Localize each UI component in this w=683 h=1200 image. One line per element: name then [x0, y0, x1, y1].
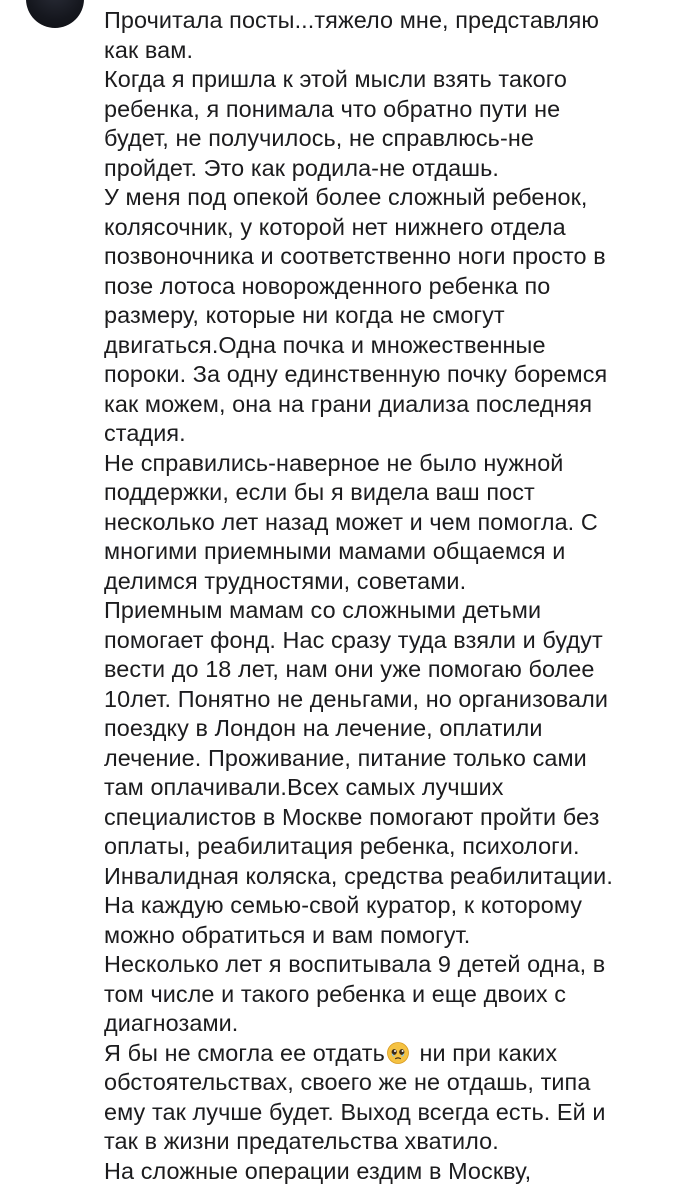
comment-line: многими приемными мамами общаемся и: [104, 538, 566, 564]
comment-line-part: ни при каких: [412, 1039, 558, 1066]
comment-line: 10лет. Понятно не деньгами, но организовали: [104, 685, 609, 712]
comment-line: обстоятельствах, своего же не отдашь, типа: [104, 1069, 591, 1095]
comment-line: ему так лучше будет. Выход всегда есть. Ей и: [104, 1098, 606, 1125]
comment-text: [104, 6, 664, 1186]
comment-line: На сложные операции ездим в Москву,: [104, 1157, 532, 1184]
avatar[interactable]: [26, 0, 84, 28]
comment-line: помогает фонд. Нас сразу туда взяли и будут: [104, 626, 603, 653]
comment-line: лечение. Проживание, питание только сами: [104, 744, 587, 771]
pleading-face-icon: [386, 1041, 410, 1065]
comment-line: стадия.: [104, 420, 186, 446]
comment-line: пороки. За одну единственную почку боремся: [104, 361, 608, 387]
comment-line: как можем, она на грани диализа последняя: [104, 390, 593, 417]
comment-line: Когда я пришла к этой мысли взять такого: [104, 66, 568, 92]
comment-line: двигаться.Одна почка и множественные: [104, 331, 546, 358]
comment-line: будет, не получилось, не справлюсь-не: [104, 125, 534, 151]
comment-line: так в жизни предательства хватило.: [104, 1128, 499, 1154]
comment-line: На каждую семью-свой куратор, к которому: [104, 892, 583, 918]
comment-line: Не справились-наверное не было нужной: [104, 449, 564, 476]
comment-line: пройдет. Это как родила-не отдашь.: [104, 154, 500, 181]
comment-line-with-emoji: [104, 1039, 664, 1069]
comment-line: размеру, которые ни когда не смогут: [104, 302, 505, 328]
comment-line-part: Я бы не смогла ее отдать: [104, 1039, 385, 1066]
comment-line: Приемным мамам со сложными детьми: [104, 597, 542, 623]
comment-line: поддержки, если бы я видела ваш пост: [104, 479, 535, 505]
comment-line: можно обратиться и вам помогут.: [104, 921, 471, 948]
comment-line: позе лотоса новорожденного ребенка по: [104, 272, 551, 299]
comment-line: ребенка, я понимала что обратно пути не: [104, 95, 561, 122]
comment-line: оплаты, реабилитация ребенка, психологи.: [104, 833, 580, 859]
comment-line: там оплачивали.Всех самых лучших: [104, 774, 504, 800]
comment-line: том числе и такого ребенка и еще двоих с: [104, 980, 567, 1007]
comment-line: специалистов в Москве помогают пройти без: [104, 803, 600, 830]
comment-line: поездку в Лондон на лечение, оплатили: [104, 715, 543, 741]
comment-line: несколько лет назад может и чем помогла. С: [104, 508, 598, 535]
comment-line: Несколько лет я воспитывала 9 детей одна, в: [104, 951, 606, 977]
comment-line: У меня под опекой более сложный ребенок,: [104, 184, 588, 210]
comment-line: позвоночника и соответственно ноги просто в: [104, 243, 606, 269]
comment-line: делимся трудностями, советами.: [104, 567, 467, 594]
comment-line: диагнозами.: [104, 1010, 239, 1036]
comment-line: как вам.: [104, 36, 194, 63]
comment-line: колясочник, у которой нет нижнего отдела: [104, 213, 566, 240]
comment-line: Инвалидная коляска, средства реабилитации.: [104, 862, 613, 889]
comment-line: Прочитала посты...тяжело мне, представляю: [104, 7, 600, 33]
comment-line: вести до 18 лет, нам они уже помогаю более: [104, 656, 595, 682]
